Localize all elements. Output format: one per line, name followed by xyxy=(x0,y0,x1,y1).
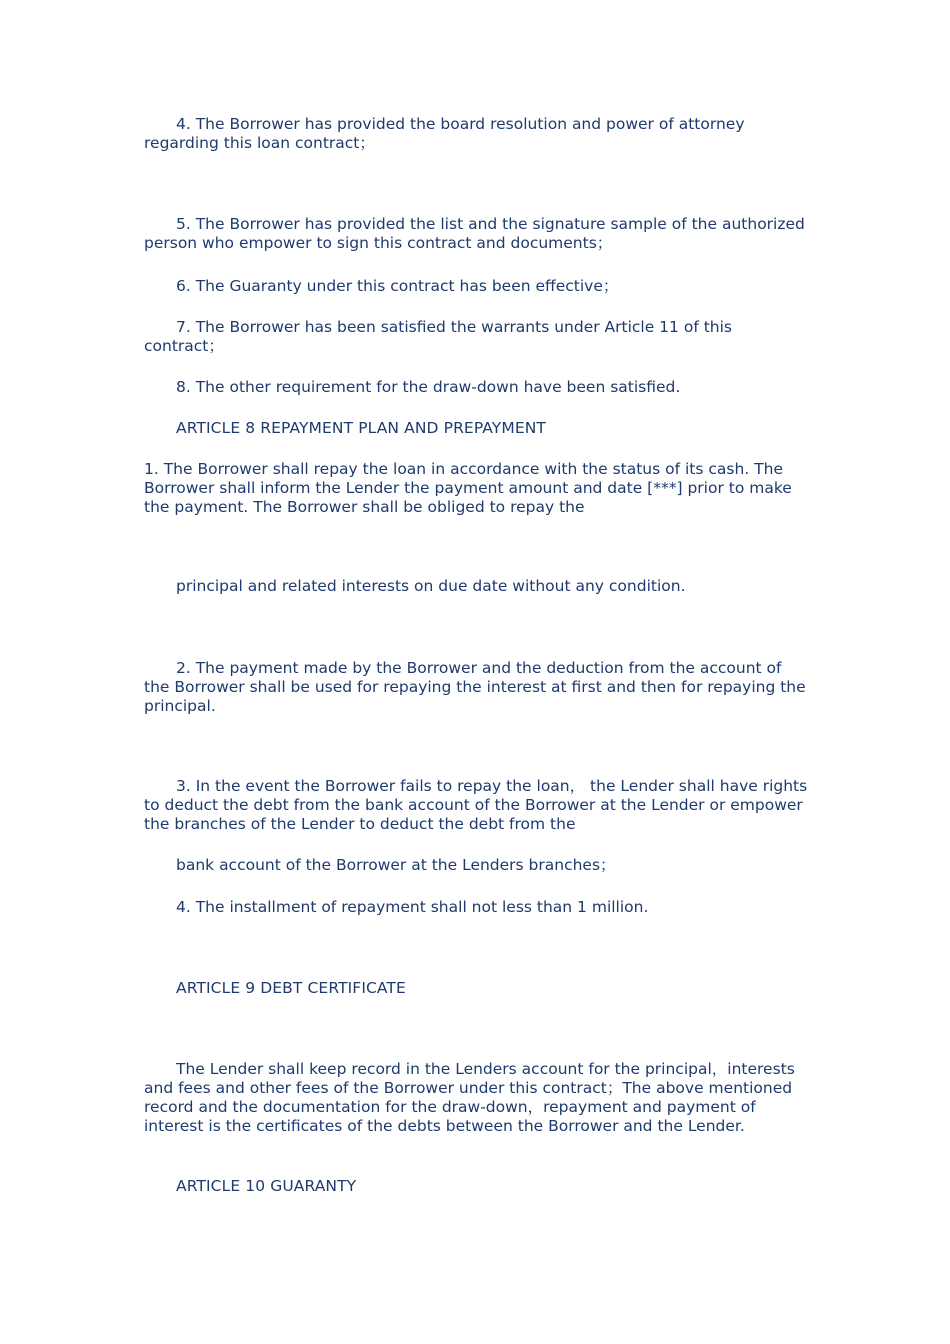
condition-4-paragraph: 4. The Borrower has provided the board resolution and power of attorney regarding this loan contract； xyxy=(144,115,745,152)
repayment-clause-1-continued: principal and related interests on due date without any condition. xyxy=(176,577,686,595)
article-9-heading: ARTICLE 9 DEBT CERTIFICATE xyxy=(176,979,406,997)
debt-certificate-paragraph: The Lender shall keep record in the Lenders account for the principal，interests and fees and other fees of the Borrower under this contract；The above mentioned record and the documentation for the draw-down，repayment and payment of interest is the certificates of the debts between the Borrower and the Lender. xyxy=(144,1060,795,1135)
repayment-clause-3-continued: bank account of the Borrower at the Lenders branches； xyxy=(176,856,616,874)
condition-5-paragraph: 5. The Borrower has provided the list and the signature sample of the authorized person who empower to sign this contract and documents； xyxy=(144,215,805,252)
article-10-heading: ARTICLE 10 GUARANTY xyxy=(176,1177,357,1195)
condition-8-paragraph: 8. The other requirement for the draw-down have been satisfied. xyxy=(176,378,681,396)
repayment-clause-4-paragraph: 4. The installment of repayment shall not less than 1 million. xyxy=(176,898,649,916)
article-8-heading: ARTICLE 8 REPAYMENT PLAN AND PREPAYMENT xyxy=(176,419,546,437)
condition-7-paragraph: 7. The Borrower has been satisfied the warrants under Article 11 of this contract； xyxy=(144,318,732,355)
condition-6-paragraph: 6. The Guaranty under this contract has been effective； xyxy=(176,277,619,295)
repayment-clause-1-paragraph: 1. The Borrower shall repay the loan in accordance with the status of its cash. The Borrower shall inform the Lender the payment amount and date [***] prior to make the payment. The Borrower shall be obliged to repay the xyxy=(144,460,792,516)
repayment-clause-3-paragraph: 3. In the event the Borrower fails to repay the loan， the Lender shall have rights to deduct the debt from the bank account of the Borrower at the Lender or empower the branches of the Lender to deduct the debt from the xyxy=(144,777,808,833)
repayment-clause-2-paragraph: 2. The payment made by the Borrower and the deduction from the account of the Borrower shall be used for repaying the interest at first and then for repaying the principal. xyxy=(144,659,806,715)
